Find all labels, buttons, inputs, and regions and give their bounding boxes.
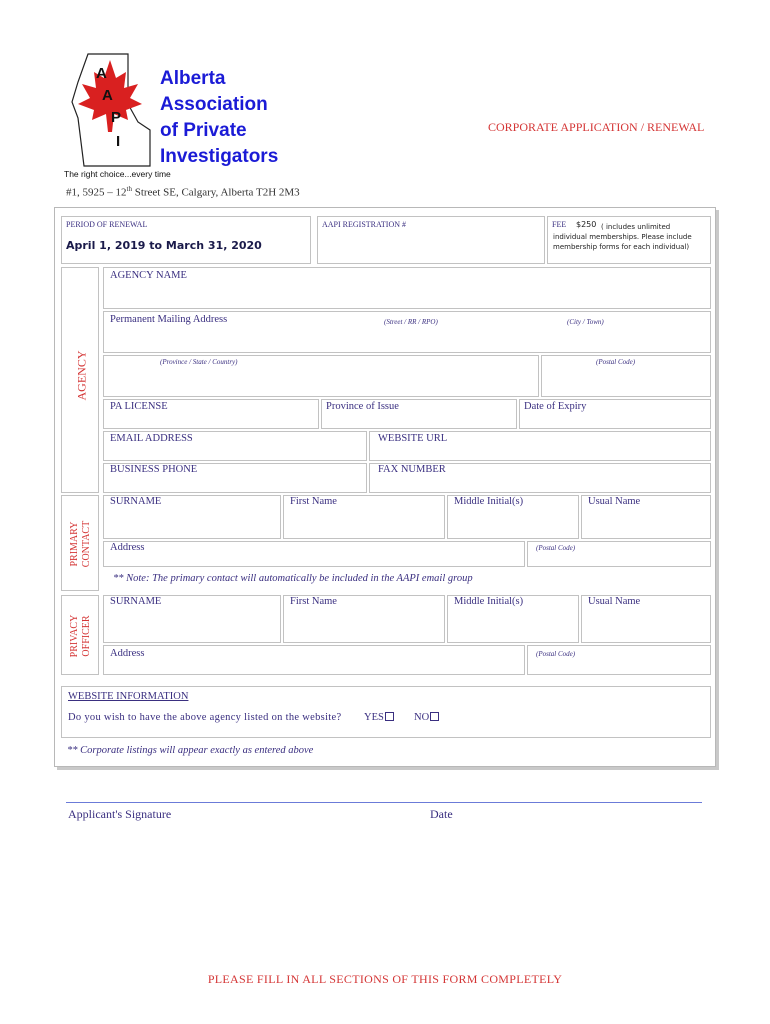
date-of-expiry-field[interactable] [519,399,711,429]
primary-middle-label: Middle Initial(s) [454,496,524,507]
website-yes-option[interactable] [364,712,394,723]
privacy-officer-label-line-2: OFFICER [81,615,92,657]
primary-address-label: Address [110,542,145,553]
logo-letter-a1: A [96,65,107,82]
applicant-signature-label: Applicant's Signature [68,807,172,821]
privacy-surname-field[interactable] [103,595,281,643]
pa-license-label: PA LICENSE [110,401,168,412]
province-of-issue-label: Province of Issue [326,401,399,412]
privacy-officer-section-label [69,599,93,673]
agency-name-field[interactable] [103,267,711,309]
agency-name-label: AGENCY NAME [110,270,187,281]
email-address-label: EMAIL ADDRESS [110,433,193,444]
primary-postal-hint: (Postal Code) [536,544,576,552]
agency-section-tab [61,267,99,493]
org-name-line-2: Association [160,94,268,115]
privacy-postal-hint: (Postal Code) [536,650,576,658]
primary-first-name-label: First Name [290,496,337,507]
application-form [54,207,716,767]
primary-first-name-field[interactable] [283,495,445,539]
website-url-label: WEBSITE URL [378,433,448,444]
website-information-heading: WEBSITE INFORMATION [68,691,189,702]
org-name-line-4: Investigators [160,146,279,167]
province-of-issue-field[interactable] [321,399,517,429]
yes-checkbox[interactable] [385,712,394,721]
primary-surname-field[interactable] [103,495,281,539]
tagline: The right choice...every time [64,169,171,179]
primary-contact-note: ** Note: The primary contact will automatically be included in the AAPI email group [113,573,473,584]
period-label: PERIOD OF RENEWAL [66,220,148,229]
logo-letter-i: I [116,133,121,150]
aapi-registration-field[interactable] [317,216,545,264]
privacy-first-name-field[interactable] [283,595,445,643]
city-hint: (City / Town) [567,318,604,326]
privacy-usual-label: Usual Name [588,596,641,607]
logo-letter-a2: A [102,87,113,104]
primary-address-field[interactable] [103,541,525,567]
mailing-address-street-field[interactable] [103,311,711,353]
website-information-box [61,686,711,738]
privacy-officer-label-line-1: PRIVACY [69,614,80,658]
primary-contact-section-label [69,507,93,581]
privacy-middle-label: Middle Initial(s) [454,596,524,607]
aapi-logo [66,48,156,172]
website-url-field[interactable] [369,431,711,461]
privacy-middle-initials-field[interactable] [447,595,579,643]
primary-contact-label-line-2: CONTACT [81,520,92,568]
email-address-field[interactable] [103,431,367,461]
website-no-option[interactable] [414,712,439,723]
no-checkbox[interactable] [430,712,439,721]
primary-surname-label: SURNAME [110,496,162,507]
business-phone-label: BUSINESS PHONE [110,464,198,475]
period-value: April 1, 2019 to March 31, 2020 [66,239,262,252]
logo-letter-p: P [111,109,122,126]
org-name-line-1: Alberta [160,68,226,89]
business-phone-field[interactable] [103,463,367,493]
yes-label: YES [364,712,384,723]
address-prefix: #1, 5925 – 12 [66,186,127,199]
fee-note: ( includes unlimited individual memberships. Please include membership forms for each individual) [553,223,692,251]
organization-address [66,185,300,199]
privacy-postal-code-field[interactable] [527,645,711,675]
registration-label: AAPI REGISTRATION # [322,220,406,229]
primary-middle-initials-field[interactable] [447,495,579,539]
date-of-expiry-label: Date of Expiry [524,401,587,412]
address-sup: th [126,185,132,193]
fee-amount: $250 [576,220,597,229]
pa-license-field[interactable] [103,399,319,429]
completion-instruction: PLEASE FILL IN ALL SECTIONS OF THIS FORM COMPLETELY [207,972,563,986]
agency-section-label: AGENCY [74,350,89,401]
postal-code-field[interactable] [541,355,711,397]
fee-box [547,216,711,264]
fax-number-label: FAX NUMBER [378,464,446,475]
fee-label: FEE [552,220,567,229]
primary-usual-name-field[interactable] [581,495,711,539]
primary-contact-label-line-1: PRIMARY [69,521,80,567]
website-listing-note: ** Corporate listings will appear exactly as entered above [67,745,314,756]
privacy-officer-section-tab [61,595,99,675]
province-hint: (Province / State / Country) [160,358,238,366]
date-label: Date [430,807,453,821]
fax-number-field[interactable] [369,463,711,493]
primary-contact-section-tab [61,495,99,591]
privacy-address-label: Address [110,648,145,659]
address-suffix: Street SE, Calgary, Alberta T2H 2M3 [131,186,300,199]
primary-postal-code-field[interactable] [527,541,711,567]
org-name-line-3: of Private [160,120,247,141]
street-hint: (Street / RR / RPO) [384,318,438,326]
province-state-field[interactable] [103,355,539,397]
privacy-usual-name-field[interactable] [581,595,711,643]
primary-usual-label: Usual Name [588,496,641,507]
privacy-address-field[interactable] [103,645,525,675]
signature-line[interactable] [66,802,702,803]
website-listing-question: Do you wish to have the above agency listed on the website? [68,712,342,723]
privacy-first-name-label: First Name [290,596,337,607]
privacy-surname-label: SURNAME [110,596,162,607]
organization-name [160,66,278,170]
mailing-address-label: Permanent Mailing Address [110,314,228,325]
period-of-renewal-box [61,216,311,264]
form-title: CORPORATE APPLICATION / RENEWAL [488,120,705,134]
no-label: NO [414,712,430,723]
agency-postal-hint: (Postal Code) [596,358,636,366]
